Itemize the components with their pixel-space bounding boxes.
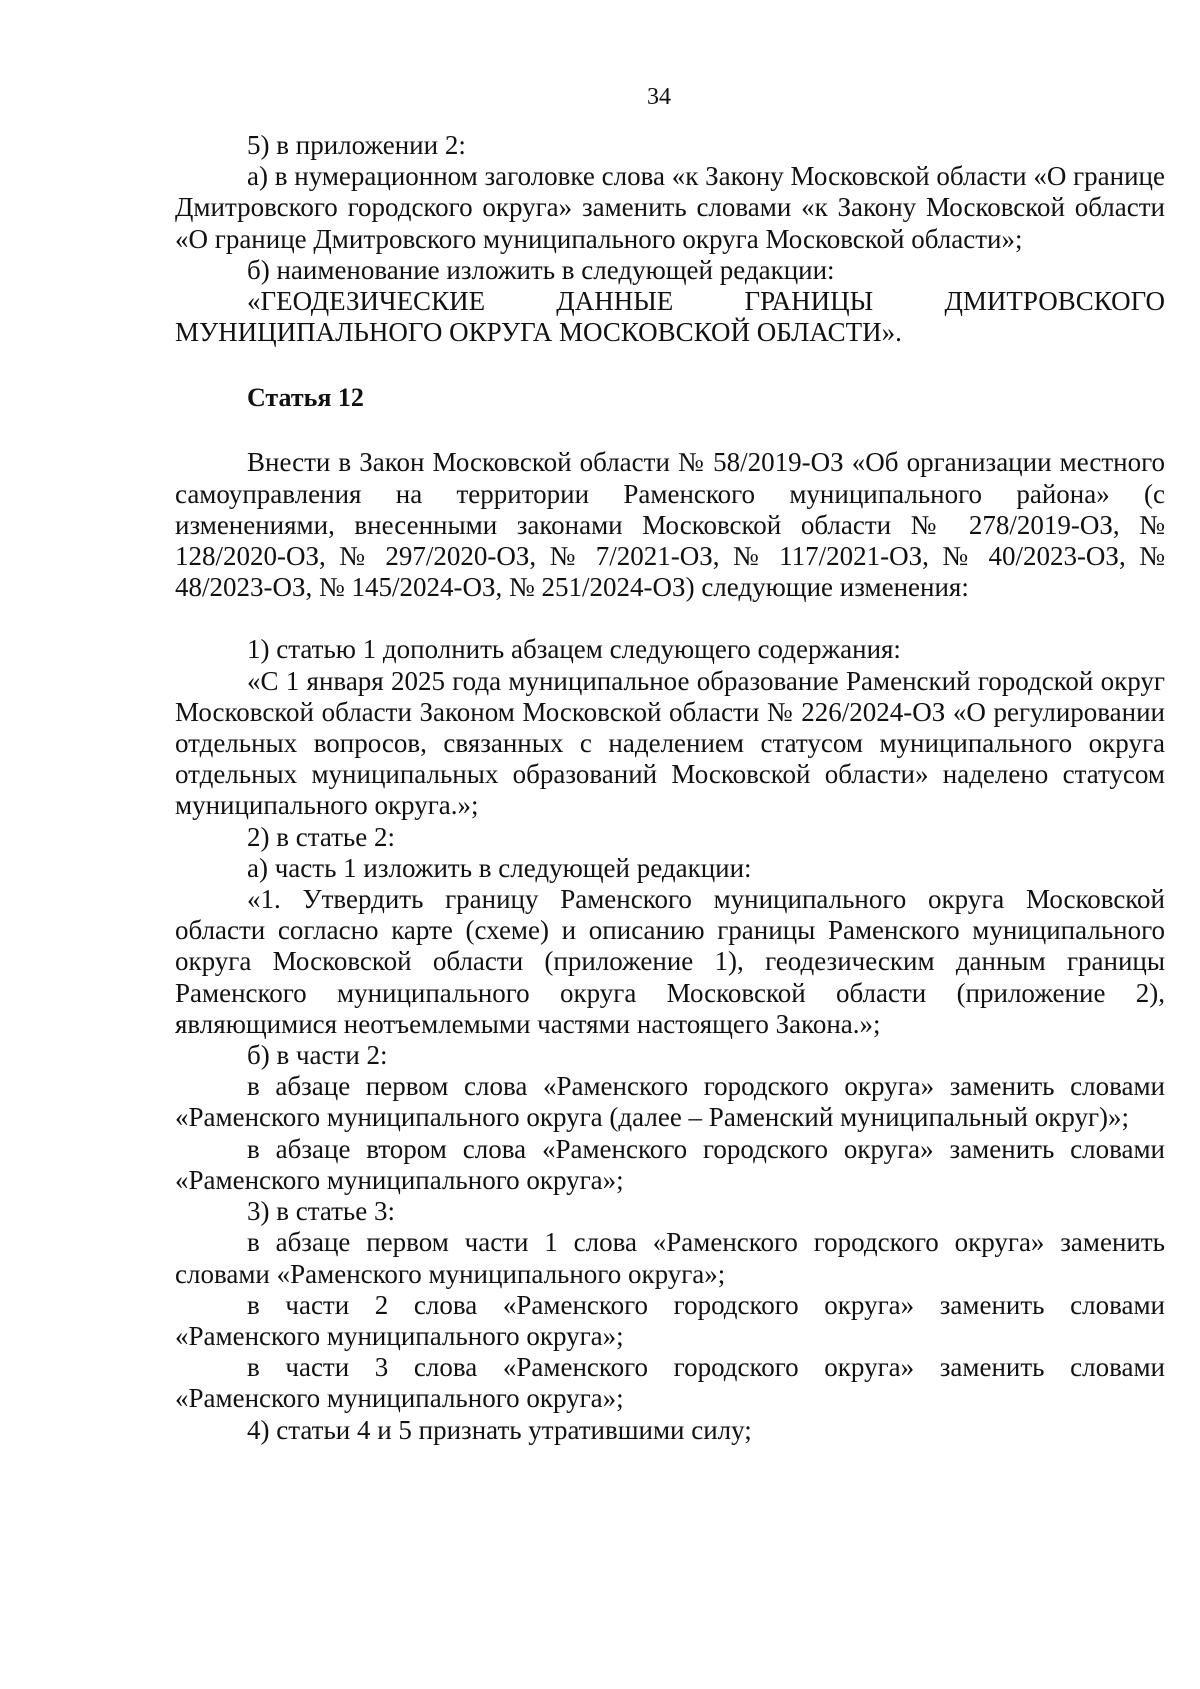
list-item-5: 5) в приложении 2:	[247, 130, 466, 160]
paragraph: «С 1 января 2025 года муниципальное образование Раменский городской округ Московской области Законом Московской области № 226/2024-ОЗ «О регулировании отдельных вопросов, связанных с наделением статусом муниципального округа отдельных муниципальных образований Московской области» наделено статусом муниципального округа.»;	[175, 665, 1165, 821]
paragraph: в абзаце первом слова «Раменского городского округа» заменить словами «Раменского муниципального округа (далее – Раменский муниципальный округ)»;	[175, 1071, 1165, 1133]
paragraph: б) в части 2:	[247, 1040, 388, 1071]
paragraph: а) часть 1 изложить в следующей редакции:	[247, 852, 752, 883]
appendix-title-line-2: МУНИЦИПАЛЬНОГО ОКРУГА МОСКОВСКОЙ ОБЛАСТИ».	[175, 317, 902, 348]
paragraph: 3) в статье 3:	[247, 1196, 395, 1227]
paragraph: 1) статью 1 дополнить абзацем следующего содержания:	[247, 634, 901, 665]
paragraph: в части 2 слова «Раменского городского округа» заменить словами «Раменского муниципального округа»;	[175, 1289, 1165, 1351]
document-body	[175, 130, 1165, 1446]
paragraph: в части 3 слова «Раменского городского округа» заменить словами «Раменского муниципального округа»;	[175, 1352, 1165, 1414]
paragraph: «1. Утвердить границу Раменского муниципального округа Московской области согласно карте (схеме) и описанию границы Раменского муниципального округа Московской области (приложение 1), геодезическим данным границы Раменского муниципального округа Московской области (приложение 2), являющимися неотъемлемыми частями настоящего Закона.»;	[175, 884, 1165, 1039]
appendix-title-line-1: «ГЕОДЕЗИЧЕСКИЕ ДАННЫЕ ГРАНИЦЫ ДМИТРОВСКОГО	[247, 286, 1165, 317]
paragraph: в абзаце втором слова «Раменского городского округа» заменить словами «Раменского муниципального округа»;	[175, 1133, 1165, 1195]
article-intro: Внести в Закон Московской области № 58/2019-ОЗ «Об организации местного самоуправления на территории Раменского муниципального района» (с изменениями, внесенными законами Московской области № 278/2019-ОЗ, № 128/2020-ОЗ, № 297/2020-ОЗ, № 7/2021-ОЗ, № 117/2021-ОЗ, № 40/2023-ОЗ, № 48/2023-ОЗ, № 145/2024-ОЗ, № 251/2024-ОЗ) следующие изменения:	[175, 447, 1165, 603]
paragraph: в абзаце первом части 1 слова «Раменского городского округа» заменить словами «Раменского муниципального округа»;	[175, 1227, 1165, 1289]
page-number: 34	[647, 84, 671, 110]
paragraph: 2) в статье 2:	[247, 821, 395, 852]
article-heading: Статья 12	[247, 383, 364, 413]
subitem-a-numbering-heading: а) в нумерационном заголовке слова «к Закону Московской области «О границе Дмитровского городского округа» заменить словами «к Закону Московской области «О границе Дмитровского муниципального округа Московской области»;	[175, 161, 1165, 254]
subitem-b-name: б) наименование изложить в следующей редакции:	[247, 254, 835, 285]
paragraph: 4) статьи 4 и 5 признать утратившими силу;	[247, 1414, 752, 1445]
